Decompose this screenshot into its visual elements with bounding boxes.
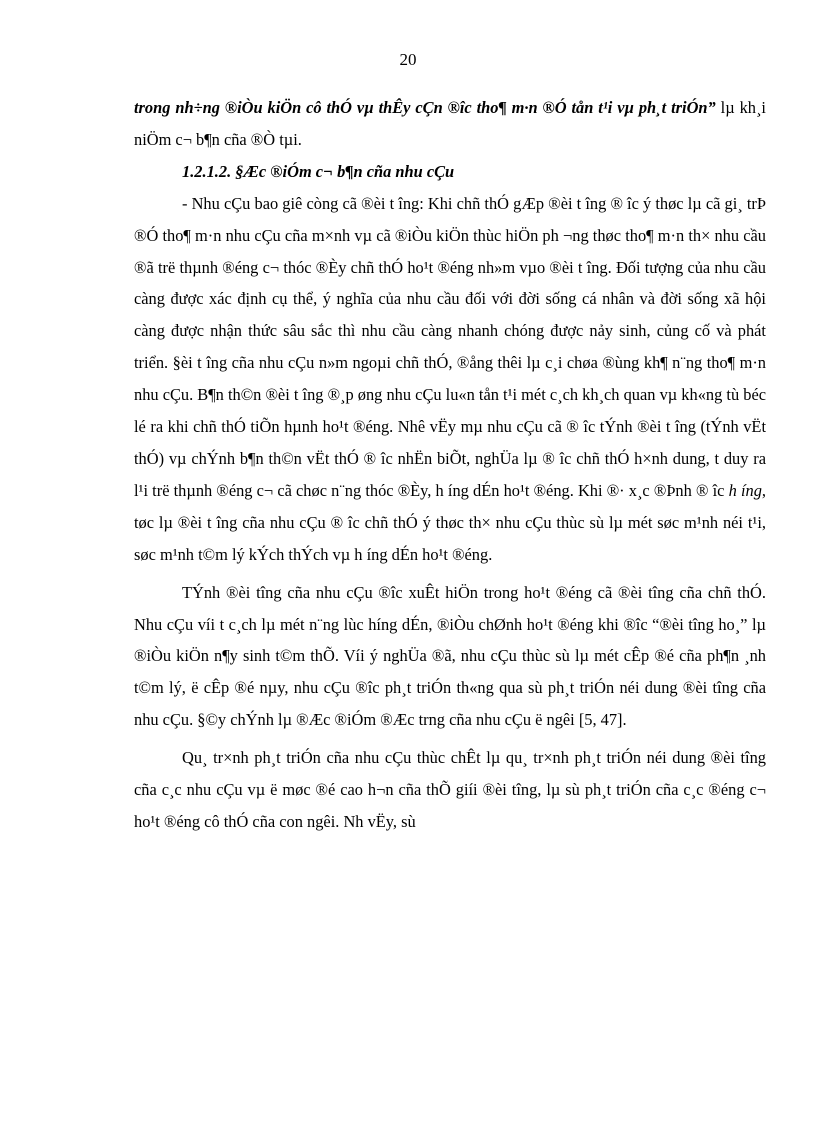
emphasized-definition: trong nh÷ng ®iÒu kiÖn cô thÓ vµ thÊy cÇn ®îc tho¶ m·n ®Ó tån t¹i vµ ph¸t triÓn” [134,98,716,117]
document-body [134,92,766,838]
paragraph-text: lµ kh¸i niÖm c¬ b¶n cña ®Ò tµi. [134,98,766,149]
paragraph-text-continued: , tøc lµ ®èi t îng cña nhu cÇu ® îc chñ thÓ ý thøc th× nhu cÇu thùc sù lµ mét søc m¹nh néi t¹i, søc m¹nh t©m lý kÝch thÝch vµ h íng dÉn ho¹t ®éng. [134,480,767,564]
page-number: 20 [399,50,417,69]
paragraph-development: Qu¸ tr×nh ph¸t triÓn cña nhu cÇu thùc chÊt lµ qu¸ tr×nh ph¸t triÓn néi dung ®èi tîng cña c¸c nhu cÇu vµ ë møc ®é cao h¬n cña thÕ giíi ®èi tîng, lµ sù ph¸t triÓn cña c¸c ®éng c¬ ho¹t ®éng cô thÓ cña con ngêi. Nh vËy, sù [134,748,766,831]
paragraph-intro [134,92,766,156]
paragraph-text: - Nhu cÇu bao giê còng cã ®èi t îng: Khi chñ thÓ gÆp ®èi t îng ® îc ý thøc lµ cã gi¸ trÞ ®Ó tho¶ m·n nhu cÇu cña m×nh vµ cã ®iÒu kiÖn thùc hiÖn ph ¬ng thøc tho¶ m·n th× nhu cầu ®ã trë thµnh ®éng c¬ thóc ®Èy chñ thÓ ho¹t ®éng nh»m vµo ®èi t îng. Đối tượng của nhu cầu càng được xác định cụ thể, ý nghĩa của nhu cầu đối với đời sống cá nhân và đời sống xã hội càng được nhận thức sâu sắc thì nhu cầu càng nhanh chóng được nảy sinh, củng cố và phát triển. §èi t îng cña nhu cÇu n»m ngoµi chñ thÓ, ®ång thêi lµ c¸i chøa ®ùng kh¶ n¨ng tho¶ m·n nhu cÇu. B¶n th©n ®èi t îng ®¸p øng nhu cÇu lu«n tån t¹i mét c¸ch kh¸ch quan vµ kh«ng tù béc lé ra khi chñ thÓ tiÕn hµnh ho¹t ®éng. Nhê vËy mµ nhu cÇu cã ® îc tÝnh ®èi t îng (tÝnh vËt thÓ) vµ chÝnh b¶n th©n vËt thÓ ® îc nhËn biÕt, nghÜa lµ ® îc chñ thÓ h×nh dung, t duy ra l¹i trë thµnh ®éng c¬ cã chøc n¨ng thóc ®Èy, h íng dÉn ho¹t ®éng. Khi ®· x¸c ®Þnh ® îc [134,193,766,500]
section-heading: 1.2.1.2. §Æc ®iÓm c¬ b¶n cña nhu cÇu [182,161,455,181]
italic-term: h íng [728,480,762,500]
paragraph-object-of-need [134,188,766,571]
paragraph-objectivity: TÝnh ®èi tîng cña nhu cÇu ®îc xuÊt hiÖn trong ho¹t ®éng cã ®èi tîng cña chñ thÓ. Nhu cÇu víi t c¸ch lµ mét n¨ng lùc híng dÉn, ®iÒu chØnh ho¹t ®éng khi ®îc “®èi tîng ho¸” lµ ®iÒu kiÖn n¶y sinh t©m thÕ. Víi ý nghÜa ®ã, nhu cÇu thùc sù lµ mét cÊp ®é cña ph¶n ¸nh t©m lý, ë cÊp ®é nµy, nhu cÇu ®îc ph¸t triÓn th«ng qua sù ph¸t triÓn néi dung ®èi tîng cña nhu cÇu. §©y chÝnh lµ ®Æc ®iÓm ®Æc trng cña nhu cÇu ë ngêi [5, 47]. [134,582,766,730]
